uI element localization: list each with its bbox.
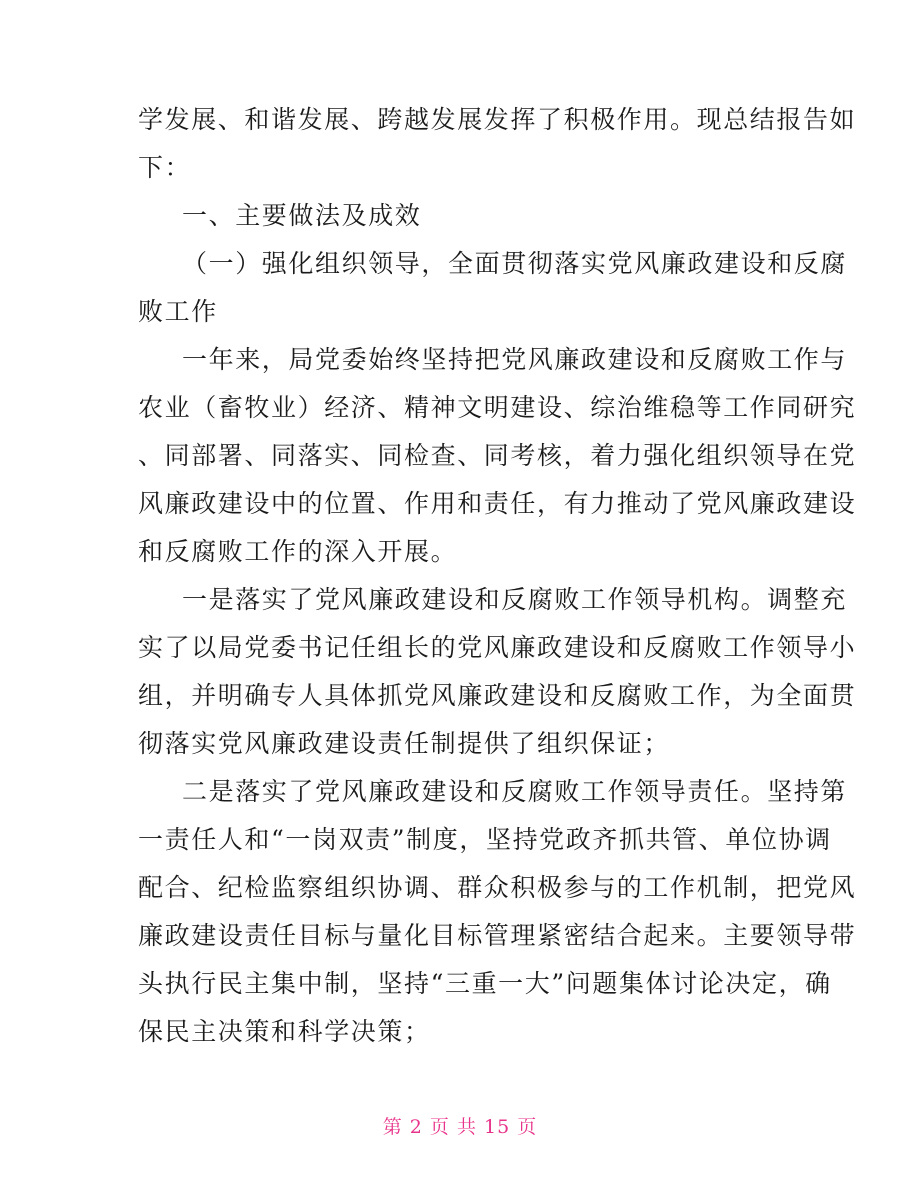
subsection-heading: （一）强化组织领导，全面贯彻落实党风廉政建设和反腐 xyxy=(182,249,848,278)
paragraph-line: 、同部署、同落实、同检查、同考核，着力强化组织领导在党 xyxy=(138,441,857,470)
paragraph-line: 配合、纪检监察组织协调、群众积极参与的工作机制，把党风 xyxy=(138,873,857,902)
section-heading: 一、主要做法及成效 xyxy=(182,201,422,230)
paragraph-line: 农业（畜牧业）经济、精神文明建设、综治维稳等工作同研究 xyxy=(138,393,857,422)
paragraph-line: 组，并明确专人具体抓党风廉政建设和反腐败工作，为全面贯 xyxy=(138,681,857,710)
paragraph-line: 彻落实党风廉政建设责任制提供了组织保证； xyxy=(138,729,671,758)
paragraph-line: 廉政建设责任目标与量化目标管理紧密结合起来。主要领导带 xyxy=(138,921,857,950)
subsection-heading-continued: 败工作 xyxy=(138,297,218,326)
paragraph-line: 风廉政建设中的位置、作用和责任，有力推动了党风廉政建设 xyxy=(138,489,857,518)
body-line: 下： xyxy=(138,153,192,182)
paragraph-line: 二是落实了党风廉政建设和反腐败工作领导责任。坚持第 xyxy=(182,777,848,806)
body-line: 学发展、和谐发展、跨越发展发挥了积极作用。现总结报告如 xyxy=(138,105,857,134)
paragraph-line: 一责任人和“一岗双责”制度，坚持党政齐抓共管、单位协调 xyxy=(138,825,832,854)
paragraph-line: 实了以局党委书记任组长的党风廉政建设和反腐败工作领导小 xyxy=(138,633,857,662)
paragraph-line: 头执行民主集中制，坚持“三重一大”问题集体讨论决定，确 xyxy=(138,969,832,998)
paragraph-line: 和反腐败工作的深入开展。 xyxy=(138,537,458,566)
paragraph-line: 保民主决策和科学决策； xyxy=(138,1017,431,1046)
page-number-footer: 第 2 页 共 15 页 xyxy=(382,1116,538,1138)
paragraph-line: 一年来，局党委始终坚持把党风廉政建设和反腐败工作与 xyxy=(182,345,848,374)
paragraph-line: 一是落实了党风廉政建设和反腐败工作领导机构。调整充 xyxy=(182,585,848,614)
